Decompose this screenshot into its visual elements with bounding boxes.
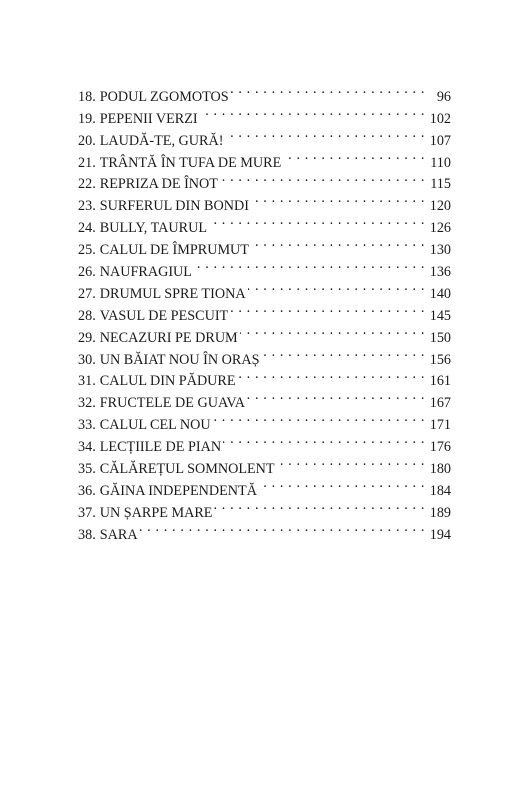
toc-dot-leader [251, 188, 425, 210]
toc-entry-page: 96 [436, 88, 451, 105]
toc-entry-page: 150 [429, 329, 451, 346]
toc-dot-leader [277, 451, 425, 473]
toc-entry-title: TRÂNTĂ ÎN TUFA DE MURE [99, 154, 282, 171]
toc-entry-title: NECAZURI PE DRUM [99, 329, 238, 346]
toc-entry-number: 24. [78, 220, 96, 237]
toc-dot-leader [213, 407, 425, 429]
toc-entry-number: 34. [78, 439, 96, 456]
toc-entry-number: 19. [78, 110, 96, 127]
toc-dot-leader [194, 254, 425, 276]
toc-dot-leader [209, 210, 425, 232]
toc-dot-leader [248, 276, 425, 298]
toc-entry-title: SARA [99, 526, 138, 543]
toc-entry-title: LECȚIILE DE PIAN [99, 439, 222, 456]
toc-entry-title: VASUL DE PESCUIT [99, 307, 229, 324]
toc-entry-title: UN ȘARPE MARE [99, 504, 213, 521]
toc-entry-number: 31. [78, 373, 96, 390]
toc-entry-page: 180 [429, 461, 451, 478]
toc-entry-page: 161 [429, 373, 451, 390]
toc-entry-title: NAUFRAGIUL [99, 264, 192, 281]
toc-entry-page: 167 [429, 395, 451, 412]
toc-entry-title: CALUL DIN PĂDURE [99, 373, 236, 390]
toc-entry-title: CALUL DE ÎMPRUMUT [99, 242, 249, 259]
toc-entry-page: 171 [429, 417, 451, 434]
toc-entry-number: 32. [78, 395, 96, 412]
toc-entry-page: 136 [429, 264, 451, 281]
toc-dot-leader [230, 298, 425, 320]
toc-entry-title: LAUDĂ-TE, GURĂ! [99, 132, 224, 149]
toc-entry-number: 25. [78, 242, 96, 259]
toc-entry [78, 79, 451, 105]
toc-entry-page: 126 [429, 220, 451, 237]
toc-dot-leader [261, 342, 425, 364]
toc-entry-page: 107 [429, 132, 451, 149]
toc-entry-page: 110 [430, 154, 451, 171]
toc-dot-leader [200, 101, 425, 123]
toc-entry-number: 35. [78, 461, 96, 478]
toc-entry-number: 28. [78, 307, 96, 324]
toc-entry-title: REPRIZA DE ÎNOT [99, 176, 218, 193]
toc-entry-page: 115 [430, 176, 451, 193]
toc-entry-number: 29. [78, 329, 96, 346]
toc-dot-leader [238, 364, 425, 386]
toc-dot-leader [259, 473, 425, 495]
toc-dot-leader [223, 429, 425, 451]
toc-dot-leader [251, 232, 425, 254]
toc-entry-page: 156 [429, 351, 451, 368]
toc-entry-page: 184 [429, 482, 451, 499]
toc-entry-page: 176 [429, 439, 451, 456]
toc-dot-leader [225, 123, 425, 145]
toc-entry-number: 18. [78, 88, 96, 105]
toc-dot-leader [240, 320, 425, 342]
toc-entry-title: PEPENII VERZI [99, 110, 198, 127]
toc-entry-page: 140 [429, 285, 451, 302]
toc-entry-title: CALUL CEL NOU [99, 417, 211, 434]
toc-dot-leader [140, 517, 425, 539]
toc-entry-page: 102 [429, 110, 451, 127]
toc-entry-page: 120 [429, 198, 451, 215]
toc-entry-title: BULLY, TAURUL [99, 220, 208, 237]
toc-dot-leader [214, 495, 425, 517]
toc-entry-title: FRUCTELE DE GUAVA [99, 395, 246, 412]
toc-entry-number: 27. [78, 285, 96, 302]
toc-dot-leader [283, 145, 425, 167]
toc-entry-number: 20. [78, 132, 96, 149]
toc-entry-number: 33. [78, 417, 96, 434]
toc-entry-page: 194 [429, 526, 451, 543]
toc-entry-number: 26. [78, 264, 96, 281]
toc-entry-number: 37. [78, 504, 96, 521]
toc-entry-title: CĂLĂREȚUL SOMNOLENT [99, 461, 275, 478]
toc-entry-title: DRUMUL SPRE TIONA [99, 285, 246, 302]
toc-entry-number: 22. [78, 176, 96, 193]
toc-entry-number: 23. [78, 198, 96, 215]
toc-entry-page: 130 [429, 242, 451, 259]
toc-entry-number: 21. [78, 154, 96, 171]
toc-entry-number: 30. [78, 351, 96, 368]
toc-entry-number: 38. [78, 526, 96, 543]
toc-dot-leader [231, 79, 425, 101]
table-of-contents [78, 79, 451, 543]
toc-entry-page: 189 [429, 504, 451, 521]
toc-dot-leader [220, 167, 425, 189]
toc-entry-title: PODUL ZGOMOTOS [99, 88, 229, 105]
toc-dot-leader [247, 385, 425, 407]
toc-entry-page: 145 [429, 307, 451, 324]
toc-entry-number: 36. [78, 482, 96, 499]
toc-entry-title: UN BĂIAT NOU ÎN ORAȘ [99, 351, 260, 368]
toc-entry-title: SURFERUL DIN BONDI [99, 198, 249, 215]
toc-entry-title: GĂINA INDEPENDENTĂ [99, 482, 257, 499]
